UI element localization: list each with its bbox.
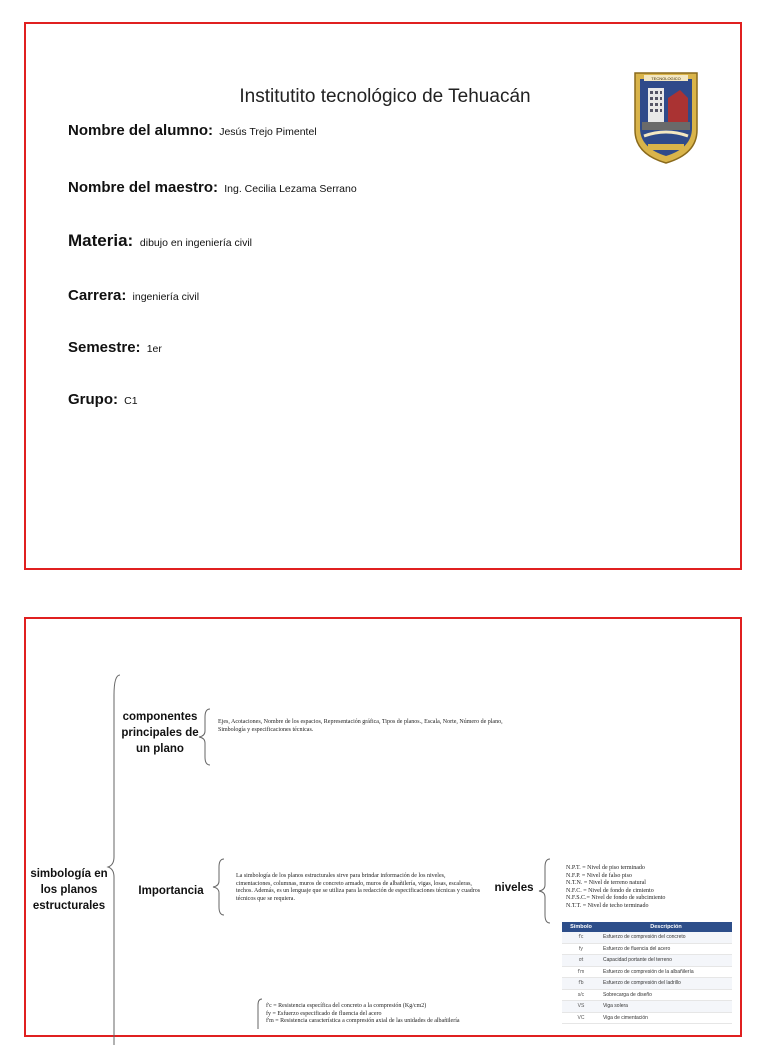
table-cell: fy	[562, 943, 600, 955]
level-item: N.F.P. = Nivel de falso piso	[566, 872, 632, 879]
level-item: N.T.N. = Nivel de terreno natural	[566, 880, 646, 886]
table-row	[562, 966, 732, 978]
table-row	[562, 1012, 732, 1024]
table-cell: Esfuerzo de compresión del concreto	[600, 932, 732, 943]
semester-field	[68, 339, 162, 356]
field-value: ingeniería civil	[132, 291, 200, 303]
table-cell: Viga de cimentación	[600, 1012, 732, 1024]
levels-list	[566, 865, 746, 910]
levels-brace-icon	[538, 859, 552, 923]
table-cell: VS	[562, 1001, 600, 1013]
crest-text: TECNOLOGICO	[651, 76, 681, 81]
table-cell: f'b	[562, 978, 600, 990]
level-item: N.F.C. = Nivel de fondo de cimiento	[566, 887, 654, 894]
formula-item: fy = Esfuerzo especificado de fluencia del acero	[266, 1010, 382, 1017]
group-field	[68, 391, 138, 408]
components-text: Ejes, Acotaciones, Nombre de los espacios, Representación gráfica, Tipos de planos., Escala, Norte, Número de plano, Simbología y especificaciones técnicas.	[218, 719, 503, 733]
importance-brace-icon	[212, 859, 226, 915]
table-cell: Esfuerzo de fluencia del acero	[600, 943, 732, 955]
table-cell: Viga solera	[600, 1001, 732, 1013]
field-value: C1	[124, 395, 138, 407]
table-row	[562, 1001, 732, 1013]
table-cell: f'm	[562, 966, 600, 978]
field-label: Grupo:	[68, 391, 118, 408]
table-cell: σt	[562, 955, 600, 967]
components-node: componentes principales de un plano	[121, 711, 199, 755]
levels-node: niveles	[494, 882, 534, 894]
field-value: Ing. Cecilia Lezama Serrano	[224, 183, 357, 195]
table-cell: Esfuerzo de compresión del ladrillo	[600, 978, 732, 990]
table-cell: s/c	[562, 989, 600, 1001]
teacher-name-field	[68, 179, 357, 196]
table-header: Símbolo	[562, 922, 600, 932]
components-brace-icon	[198, 709, 212, 765]
field-value: 1er	[146, 343, 162, 355]
importance-node: Importancia	[138, 885, 204, 897]
importance-text: La simbología de los planos estructurales sirve para brindar información de los niveles, cimentaciones, columnas, muros de concreto armado, muros de albañilería, vigas, losas, escaleras, techos. Además, es un lenguaje que se utiliza para la redacción de especificaciones técnicas y cuadros técnicos que se requiera.	[236, 873, 481, 902]
subject-field	[68, 231, 252, 251]
field-label: Materia:	[68, 231, 134, 250]
table-cell: Sobrecarga de diseño	[600, 989, 732, 1001]
formula-item: f'm = Resistencia característica a compresión axial de las unidades de albañilería	[266, 1018, 460, 1024]
table-cell: Esfuerzo de compresión de la albañilería	[600, 966, 732, 978]
table-header: Descripción	[600, 922, 732, 932]
level-item: N.T.T. = Nivel de techo terminado	[566, 902, 649, 909]
table-row	[562, 978, 732, 990]
student-name-field	[68, 122, 317, 139]
field-value: dibujo en ingeniería civil	[139, 237, 252, 249]
formulas-list	[266, 1003, 526, 1026]
career-field	[68, 287, 199, 304]
table-cell: VC	[562, 1012, 600, 1024]
mindmap-page	[24, 617, 742, 1037]
table-row	[562, 989, 732, 1001]
field-label: Nombre del alumno:	[68, 122, 214, 139]
formulas-brace-icon	[252, 999, 264, 1029]
field-value: Jesús Trejo Pimentel	[219, 126, 317, 138]
root-node: simbología en los planos estructurales	[30, 868, 108, 912]
field-label: Nombre del maestro:	[68, 179, 219, 196]
cover-page	[24, 22, 742, 570]
formula-item: f'c = Resistencia específica del concreto a la compresión (Kg/cm2)	[266, 1003, 427, 1009]
institute-crest-icon	[632, 70, 700, 166]
table-cell: Capacidad portante del terreno	[600, 955, 732, 967]
table-header-row	[562, 922, 732, 932]
field-label: Semestre:	[68, 339, 141, 356]
field-label: Carrera:	[68, 287, 127, 304]
institute-title: Institutito tecnológico de Tehuacán	[239, 86, 531, 107]
table-cell: f'c	[562, 932, 600, 943]
table-row	[562, 932, 732, 943]
table-row	[562, 943, 732, 955]
symbol-table	[562, 922, 732, 1024]
level-item: N.P.T. = Nivel de piso terminado	[566, 865, 645, 871]
level-item: N.F.S.C.= Nivel de fondo de subcimiento	[566, 895, 666, 901]
table-row	[562, 955, 732, 967]
